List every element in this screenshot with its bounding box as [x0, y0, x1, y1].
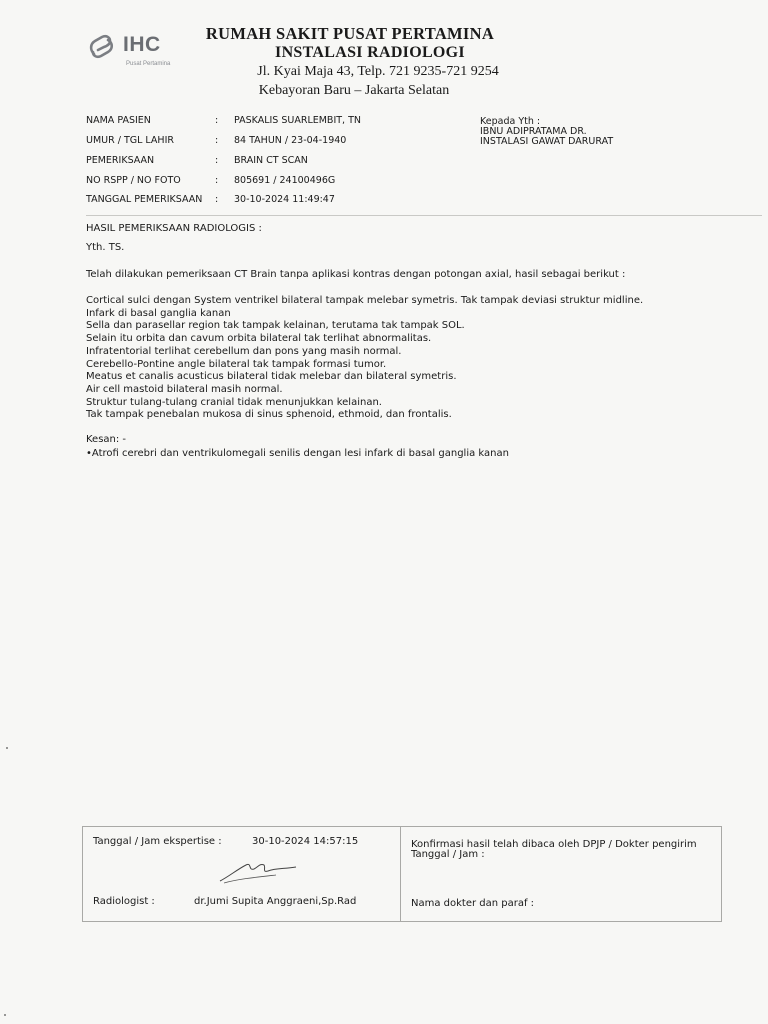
info-label: TANGGAL PEMERIKSAAN — [86, 194, 203, 205]
patient-name: PASKALIS SUARLEMBIT, TN — [234, 115, 362, 126]
info-colon: : — [215, 155, 219, 166]
expertise-date-value: 30-10-2024 14:57:15 — [252, 836, 359, 847]
confirmation-date: Tanggal / Jam : — [411, 849, 485, 860]
finding-item: Infark di basal ganglia kanan — [86, 307, 231, 319]
recipient-label: Kepada Yth : — [480, 116, 541, 127]
info-label: NAMA PASIEN — [86, 115, 151, 126]
doctor-signature-label: Nama dokter dan paraf : — [411, 898, 535, 909]
info-label: PEMERIKSAAN — [86, 155, 155, 166]
report-intro: Telah dilakukan pemeriksaan CT Brain tanpa aplikasi kontras dengan potongan axial, hasil sebagai berikut : — [86, 269, 626, 280]
info-colon: : — [215, 175, 219, 186]
hospital-name: RUMAH SAKIT PUSAT PERTAMINA — [205, 24, 495, 43]
finding-item: Infratentorial terlihat cerebellum dan pons yang masih normal. — [86, 345, 402, 357]
conclusion-text: •Atrofi cerebri dan ventrikulomegali senilis dengan lesi infark di basal ganglia kanan — [86, 448, 509, 459]
info-label: NO RSPP / NO FOTO — [86, 175, 181, 186]
patient-age: 84 TAHUN / 23-04-1940 — [234, 135, 347, 146]
conclusion-label: Kesan: - — [86, 434, 127, 445]
signature-box — [82, 826, 722, 922]
letterhead — [190, 24, 510, 100]
exam-type: BRAIN CT SCAN — [234, 155, 308, 166]
radiologist-label: Radiologist : — [93, 896, 155, 907]
recipient-block — [480, 117, 613, 147]
ihc-logo-icon — [88, 32, 116, 62]
hospital-address: Jl. Kyai Maja 43, Telp. 721 9235-721 9254 — [257, 64, 499, 79]
logo-text: IHC — [123, 33, 161, 56]
finding-item: Cerebello-Pontine angle bilateral tak tampak formasi tumor. — [86, 358, 387, 370]
scan-speck — [6, 747, 8, 749]
info-colon: : — [215, 194, 219, 205]
finding-item: Cortical sulci dengan System ventrikel bilateral tampak melebar symetris. Tak tampak deviasi struktur midline. — [86, 295, 644, 306]
radiologist-signature — [218, 855, 318, 887]
box-divider — [400, 827, 401, 921]
finding-item: Tak tampak penebalan mukosa di sinus sphenoid, ethmoid, dan frontalis. — [86, 409, 452, 421]
finding-item: Meatus et canalis acusticus bilateral tidak melebar dan bilateral symetris. — [86, 371, 457, 383]
department-name: INSTALASI RADIOLOGI — [275, 44, 465, 61]
exam-date: 30-10-2024 11:49:47 — [234, 194, 335, 205]
confirmation-text: Konfirmasi hasil telah dibaca oleh DPJP / Dokter pengirim — [411, 839, 697, 850]
info-colon: : — [215, 115, 219, 126]
finding-item: Sella dan parasellar region tak tampak kelainan, terutama tak tampak SOL. — [86, 320, 465, 332]
recipient-unit: INSTALASI GAWAT DARURAT — [480, 136, 614, 147]
info-colon: : — [215, 135, 219, 146]
expertise-date-label: Tanggal / Jam ekspertise : — [93, 836, 222, 847]
hospital-logo — [88, 30, 183, 75]
info-label: UMUR / TGL LAHIR — [86, 135, 174, 146]
finding-item: Struktur tulang-tulang cranial tidak menunjukkan kelainan. — [86, 396, 382, 408]
finding-item: Air cell mastoid bilateral masih normal. — [86, 383, 283, 395]
record-number: 805691 / 24100496G — [234, 175, 336, 186]
hospital-city: Kebayoran Baru – Jakarta Selatan — [258, 83, 450, 98]
salutation: Yth. TS. — [86, 242, 125, 253]
report-heading: HASIL PEMERIKSAAN RADIOLOGIS : — [86, 223, 262, 234]
finding-item: Selain itu orbita dan cavum orbita bilateral tak terlihat abnormalitas. — [86, 333, 432, 345]
recipient-name: IBNU ADIPRATAMA DR. — [480, 126, 587, 137]
findings-list — [86, 295, 643, 422]
radiologist-name: dr.Jumi Supita Anggraeni,Sp.Rad — [194, 896, 357, 907]
scan-speck — [4, 1014, 6, 1016]
section-divider — [86, 215, 762, 216]
logo-subtitle: Pusat Pertamina — [126, 61, 171, 67]
